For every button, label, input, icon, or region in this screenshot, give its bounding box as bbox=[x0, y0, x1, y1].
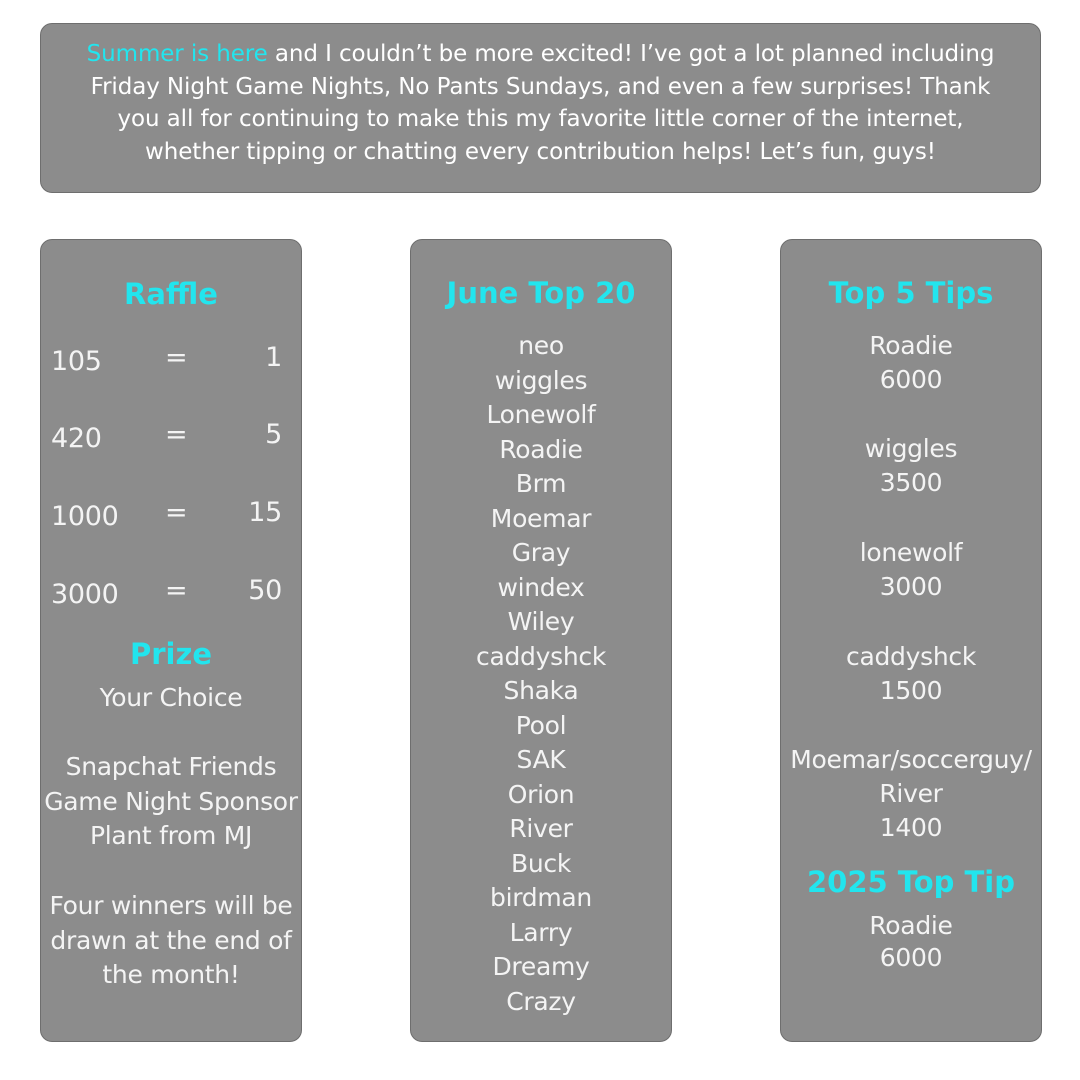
raffle-amount: 3000 bbox=[51, 579, 119, 610]
tipper-name: caddyshck bbox=[846, 642, 976, 671]
raffle-title: Raffle bbox=[124, 277, 218, 311]
list-item: wiggles bbox=[494, 365, 588, 395]
list-item: Gray bbox=[511, 538, 571, 567]
list-item: windex bbox=[497, 572, 585, 602]
prize-line: Your Choice bbox=[99, 683, 243, 712]
raffle-equals: = bbox=[165, 419, 188, 450]
top20-list bbox=[411, 329, 671, 1019]
tip-entry bbox=[781, 432, 1041, 500]
list-item: Orion bbox=[507, 779, 575, 809]
prize-line: Plant from MJ bbox=[89, 821, 253, 850]
footer-line: drawn at the end of bbox=[50, 925, 292, 955]
tip-amount: 3500 bbox=[879, 468, 943, 497]
prize-list bbox=[41, 681, 301, 854]
tips-panel bbox=[780, 239, 1042, 1042]
prize-title: Prize bbox=[129, 637, 213, 671]
raffle-tickets: 15 bbox=[248, 497, 282, 528]
raffle-panel bbox=[40, 239, 302, 1042]
tip-amount: 6000 bbox=[879, 943, 943, 972]
list-item: Brm bbox=[515, 469, 567, 498]
tipper-name: lonewolf bbox=[859, 538, 963, 567]
prize-line bbox=[41, 716, 301, 751]
footer-line: the month! bbox=[102, 960, 240, 989]
year-top-tip-title: 2025 Top Tip bbox=[807, 865, 1015, 899]
top20-title: June Top 20 bbox=[446, 276, 636, 310]
tip-entry bbox=[781, 743, 1041, 845]
tip-amount: 1400 bbox=[879, 813, 943, 842]
tip-amount: 1500 bbox=[879, 676, 943, 705]
intro-highlight: Summer is here bbox=[86, 41, 268, 67]
tipper-name: Roadie bbox=[869, 331, 953, 360]
tip-entry bbox=[781, 329, 1041, 397]
list-item: Roadie bbox=[499, 434, 583, 464]
raffle-tickets: 50 bbox=[248, 575, 282, 606]
tip-entry bbox=[781, 640, 1041, 708]
list-item: SAK bbox=[516, 745, 566, 774]
raffle-amount: 420 bbox=[51, 423, 102, 454]
raffle-row bbox=[41, 419, 301, 459]
intro-text: and I couldn’t be more excited! I’ve got a lot planned including Friday Night Game Nights, No Pants Sundays, and even a few surprises! Thank you all for continuing to make this my favorite little corner of the internet, whether tipping or chatting every contribution helps! Let’s fun, guys! bbox=[90, 41, 995, 165]
tips-title: Top 5 Tips bbox=[828, 276, 994, 310]
list-item: Wiley bbox=[507, 607, 575, 636]
raffle-amount: 105 bbox=[51, 346, 102, 377]
list-item: Buck bbox=[510, 848, 572, 878]
raffle-tickets: 5 bbox=[265, 419, 282, 450]
list-item: Shaka bbox=[503, 676, 579, 705]
raffle-amount: 1000 bbox=[51, 501, 119, 532]
raffle-row bbox=[41, 497, 301, 537]
raffle-row bbox=[41, 575, 301, 615]
raffle-tickets: 1 bbox=[265, 342, 282, 373]
top20-panel bbox=[410, 239, 672, 1042]
tipper-name: wiggles bbox=[864, 434, 958, 463]
tip-amount: 3000 bbox=[879, 572, 943, 601]
intro-banner bbox=[40, 23, 1041, 193]
tip-amount: 6000 bbox=[879, 365, 943, 394]
list-item: Moemar bbox=[490, 503, 592, 533]
list-item: River bbox=[509, 814, 573, 843]
raffle-equals: = bbox=[165, 497, 188, 528]
tipper-name: Moemar/soccerguy/ bbox=[790, 745, 1032, 774]
year-top-tip bbox=[781, 910, 1041, 974]
list-item: Crazy bbox=[506, 986, 576, 1016]
list-item: Lonewolf bbox=[486, 400, 596, 429]
prize-line: Snapchat Friends bbox=[65, 752, 277, 781]
intro-message bbox=[81, 38, 1000, 168]
tipper-name: Roadie bbox=[869, 911, 953, 940]
list-item: neo bbox=[518, 331, 564, 360]
raffle-equals: = bbox=[165, 342, 188, 373]
raffle-equals: = bbox=[165, 575, 188, 606]
raffle-footer bbox=[41, 889, 301, 993]
prize-line: Game Night Sponsor bbox=[44, 786, 298, 816]
tip-entry bbox=[781, 536, 1041, 604]
raffle-row bbox=[41, 342, 301, 382]
list-item: birdman bbox=[490, 883, 592, 912]
tipper-name: River bbox=[879, 779, 943, 808]
list-item: Dreamy bbox=[492, 952, 590, 981]
footer-line: Four winners will be bbox=[49, 891, 293, 920]
list-item: caddyshck bbox=[476, 641, 606, 671]
list-item: Pool bbox=[515, 710, 567, 740]
list-item: Larry bbox=[509, 917, 573, 947]
